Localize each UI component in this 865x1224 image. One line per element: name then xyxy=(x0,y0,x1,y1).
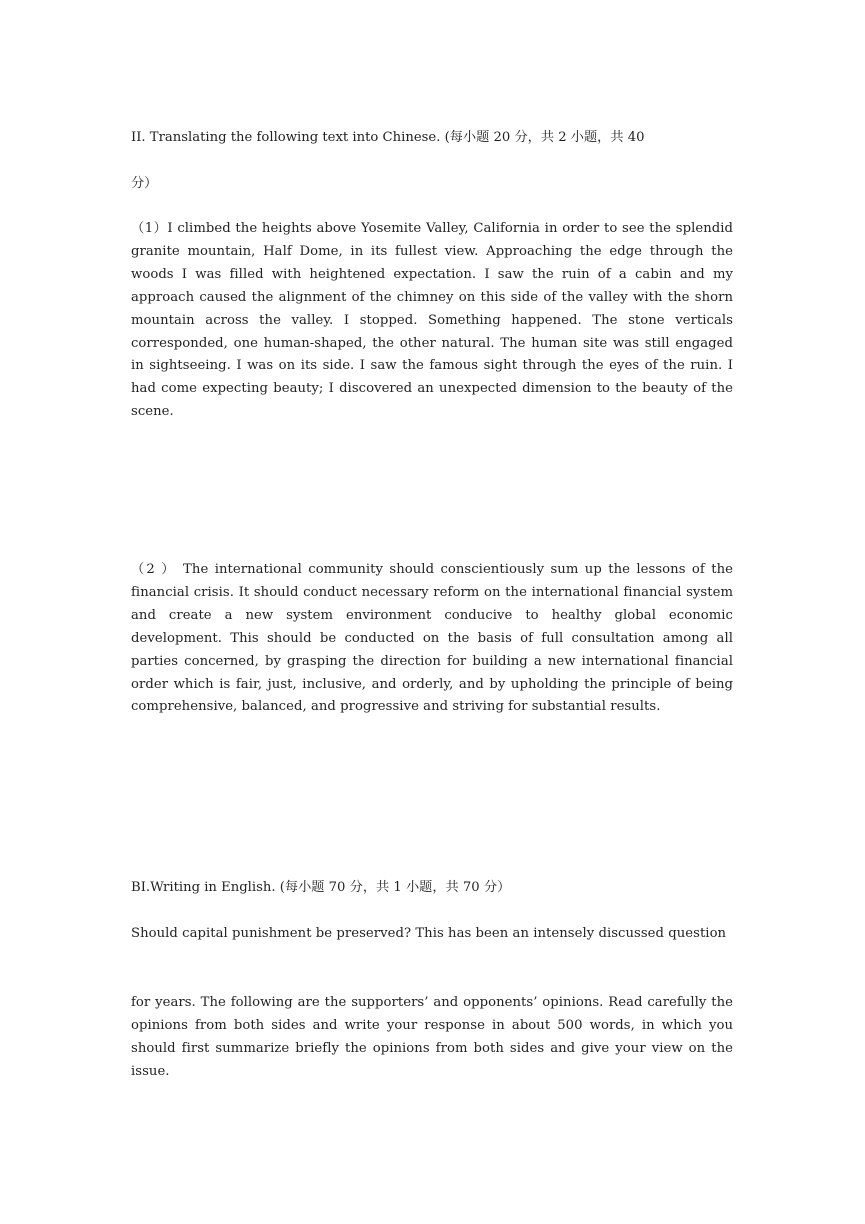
section-3-heading: BI.Writing in English. (每小题 70 分，共 1 小题，共 70 分） xyxy=(131,880,511,895)
passage-1: （1）I climbed the heights above Yosemite Valley, California in order to see the splendid granite mountain, Half Dome, in its fullest view. Approaching the edge through the woods I was filled with heightened expectation. I saw the ruin of a cabin and my approach caused the alignment of the chimney on this side of the valley with the shorn mountain across the valley. I stopped. Something happened. The stone verticals corresponded, one human-shaped, the other natural. The human site was still engaged in sightseeing. I was on its side. I saw the famous sight through the eyes of the ruin. I had come expecting beauty; I discovered an unexpected dimension to the beauty of the scene. xyxy=(131,221,733,420)
passage-2: （2 ） The international community should conscientiously sum up the lessons of the financial crisis. It should conduct necessary reform on the international financial system and create a new system environment conducive to healthy global economic development. This should be conducted on the basis of full consultation among all parties concerned, by grasping the direction for building a new international financial order which is fair, just, inclusive, and orderly, and by upholding the principle of being comprehensive, balanced, and progressive and striving for substantial results. xyxy=(131,562,733,715)
writing-prompt-paragraph-2: for years. The following are the supporters’ and opponents’ opinions. Read carefully the opinions from both sides and write your response in about 500 words, in which you should first summarize briefly the opinions from both sides and give your view on the issue. xyxy=(131,995,733,1079)
writing-prompt-paragraph-1: Should capital punishment be preserved? This has been an intensely discussed question xyxy=(131,926,727,941)
section-2-heading: II. Translating the following text into Chinese. (每小题 20 分，共 2 小题，共 40 xyxy=(131,130,645,145)
section-2-heading-continued: 分） xyxy=(131,176,158,191)
